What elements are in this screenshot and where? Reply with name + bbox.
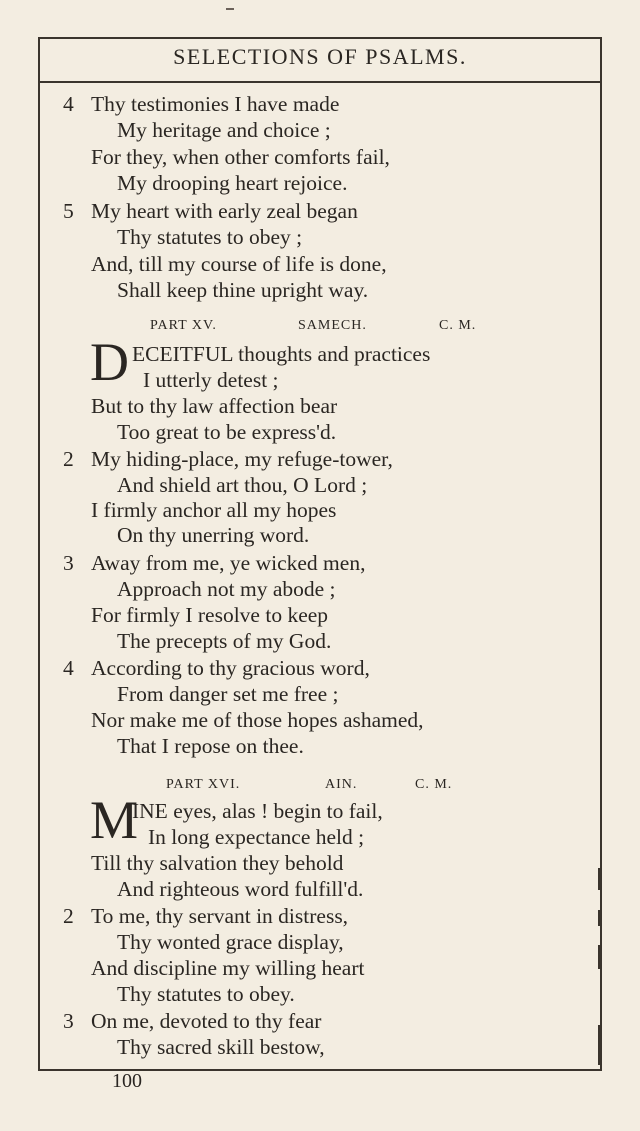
verse-text: And righteous word fulfill'd.	[117, 877, 364, 901]
verse-text: Thy statutes to obey ;	[117, 225, 303, 249]
margin-mark	[598, 868, 600, 890]
verse-text: My drooping heart rejoice.	[117, 171, 348, 195]
verse-text: Thy sacred skill bestow,	[117, 1035, 325, 1059]
margin-mark	[598, 1025, 600, 1065]
verse-text: Till thy salvation they behold	[91, 851, 344, 875]
verse-number: 2	[63, 447, 74, 471]
verse-number: 4	[63, 92, 74, 116]
verse-number: 4	[63, 656, 74, 680]
part-heading: PART XVI.	[166, 777, 241, 792]
verse-text: In long expectance held ;	[148, 825, 365, 849]
verse-text: According to thy gracious word,	[91, 656, 370, 680]
verse-text: INE eyes, alas ! begin to fail,	[132, 799, 383, 823]
verse-text: But to thy law affection bear	[91, 394, 338, 418]
verse-text: ECEITFUL thoughts and practices	[132, 342, 431, 366]
page-title: SELECTIONS OF PSALMS.	[173, 44, 467, 69]
verse-text: For firmly I resolve to keep	[91, 603, 329, 627]
verse-text: Thy testimonies I have made	[91, 92, 340, 116]
drop-cap: M	[90, 790, 139, 850]
verse-text: For they, when other comforts fail,	[91, 145, 390, 169]
page-number: 100	[112, 1070, 142, 1092]
part-letter: SAMECH.	[298, 318, 367, 333]
verse-number: 3	[63, 551, 74, 575]
verse-number: 5	[63, 199, 74, 223]
verse-text: On thy unerring word.	[117, 523, 310, 547]
verse-text: Shall keep thine upright way.	[117, 278, 369, 302]
verse-text: The precepts of my God.	[117, 629, 332, 653]
margin-mark	[598, 945, 600, 969]
part-meter: C. M.	[415, 777, 453, 792]
verse-text: My heritage and choice ;	[117, 118, 331, 142]
margin-mark	[598, 910, 600, 926]
verse-text: My hiding-place, my refuge-tower,	[91, 447, 393, 471]
verse-text: Away from me, ye wicked men,	[91, 551, 366, 575]
verse-text: Nor make me of those hopes ashamed,	[91, 708, 424, 732]
verse-text: That I repose on thee.	[117, 734, 304, 758]
verse-text: From danger set me free ;	[117, 682, 339, 706]
verse-text: My heart with early zeal began	[91, 199, 358, 223]
verse-text: Too great to be express'd.	[117, 420, 337, 444]
verse-text: To me, thy servant in distress,	[91, 904, 349, 928]
verse-text: Thy statutes to obey.	[117, 982, 295, 1006]
verse-text: I firmly anchor all my hopes	[91, 498, 337, 522]
part-meter: C. M.	[439, 318, 477, 333]
printer-mark	[226, 8, 234, 10]
part-heading: PART XV.	[150, 318, 217, 333]
verse-number: 3	[63, 1009, 74, 1033]
verse-text: Thy wonted grace display,	[117, 930, 344, 954]
part-letter: AIN.	[325, 777, 358, 792]
verse-text: And discipline my willing heart	[91, 956, 365, 980]
verse-text: I utterly detest ;	[143, 368, 279, 392]
verse-text: Approach not my abode ;	[117, 577, 336, 601]
drop-cap: D	[90, 332, 129, 392]
verse-text: And, till my course of life is done,	[91, 252, 387, 276]
verse-text: On me, devoted to thy fear	[91, 1009, 322, 1033]
verse-text: And shield art thou, O Lord ;	[117, 473, 368, 497]
verse-number: 2	[63, 904, 74, 928]
